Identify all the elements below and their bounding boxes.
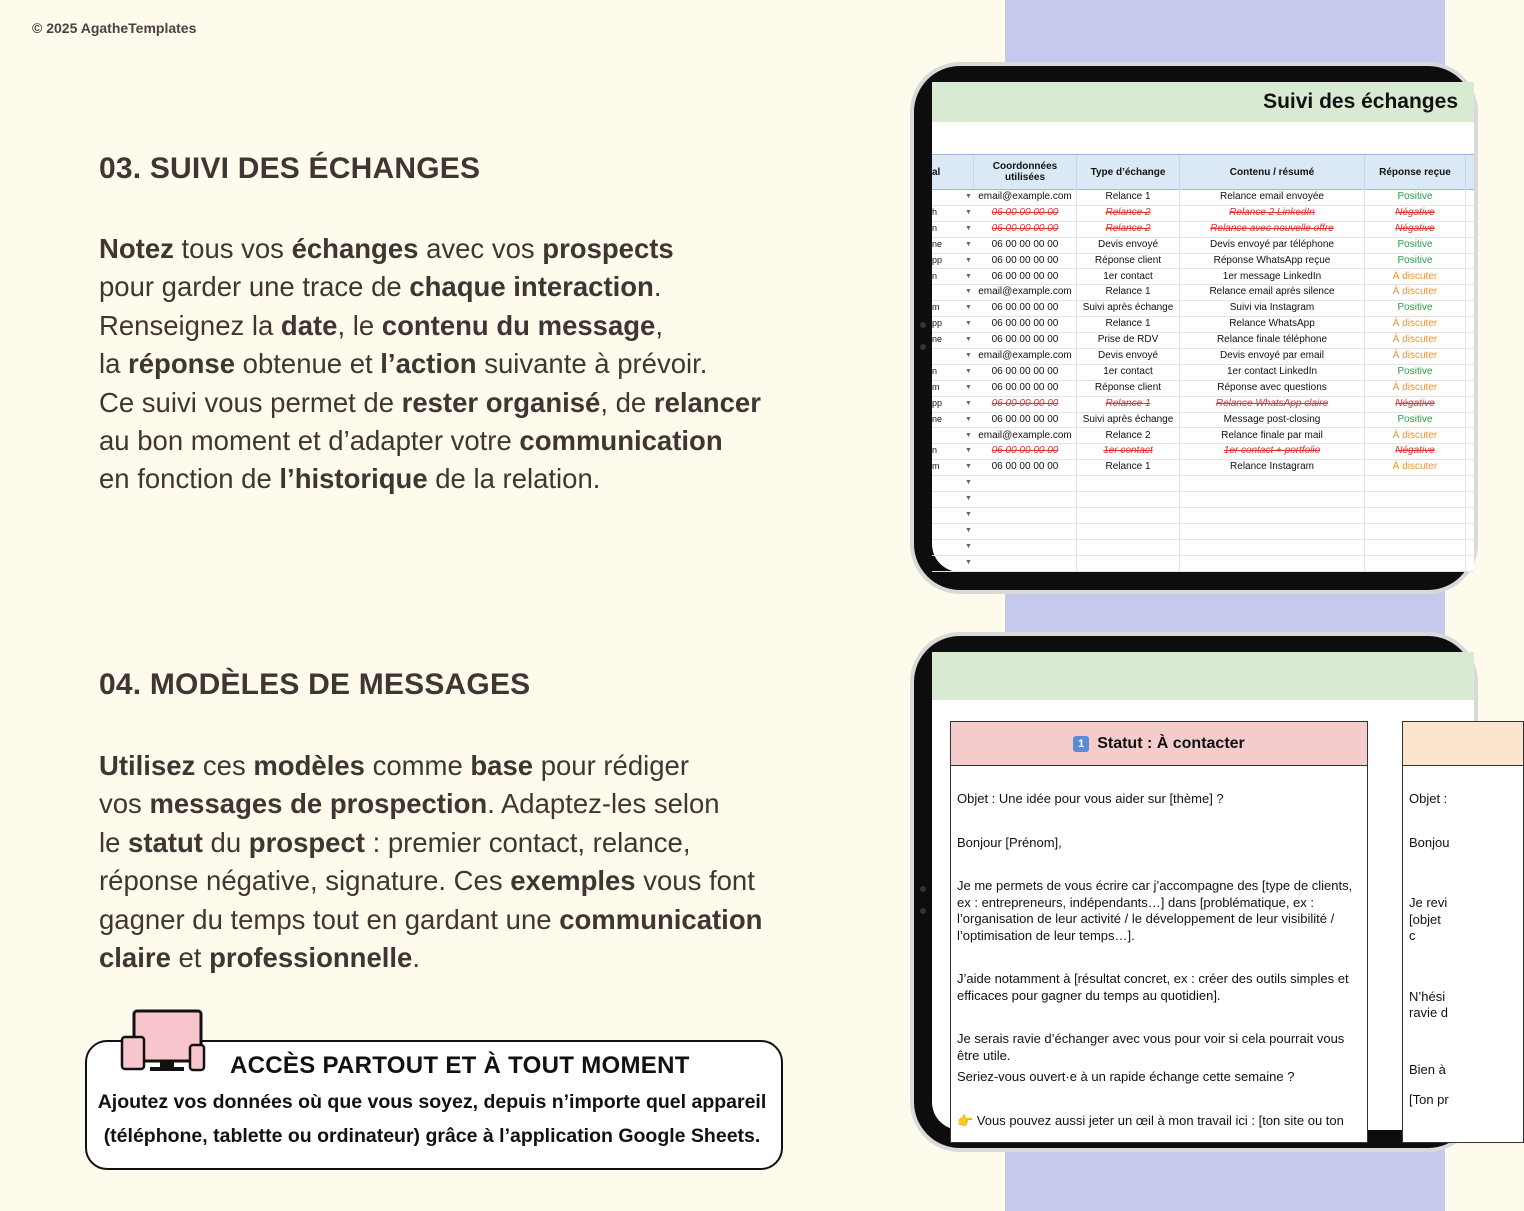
table-cell[interactable]: Suivi via Instagram: [1180, 300, 1365, 316]
tablet-sensor-icon: [920, 908, 926, 914]
message-card-partial: [1402, 721, 1524, 1143]
table-cell[interactable]: 06 00 00 00 00: [974, 237, 1077, 253]
access-line-2: (téléphone, tablette ou ordinateur) grâce à l’application Google Sheets.: [103, 1125, 761, 1147]
table-cell[interactable]: Devis envoyé: [1077, 348, 1180, 364]
table-cell[interactable]: [974, 507, 1077, 523]
dropdown-arrow-icon[interactable]: ▼: [965, 256, 972, 264]
sheet-header-row: [932, 154, 1474, 190]
message-paragraph: 👉 Vous pouvez aussi jeter un œil à mon travail ici : [ton site ou ton: [957, 1112, 1344, 1128]
table-cell[interactable]: 06 00 00 00 00: [974, 364, 1077, 380]
table-row[interactable]: [932, 348, 1474, 365]
dropdown-arrow-icon[interactable]: ▼: [965, 193, 972, 200]
table-cell[interactable]: 06 00 00 00 00: [974, 380, 1077, 396]
table-cell[interactable]: Relance Instagram: [1180, 459, 1365, 475]
table-row[interactable]: [932, 523, 1474, 540]
message-fragment: Bien à: [1409, 1061, 1446, 1077]
dropdown-arrow-icon[interactable]: ▼: [965, 383, 972, 391]
table-cell[interactable]: [974, 523, 1077, 539]
table-cell[interactable]: [974, 475, 1077, 491]
table-row[interactable]: [932, 364, 1474, 381]
table-cell[interactable]: [1180, 507, 1365, 523]
table-cell[interactable]: Réponse avec questions: [1180, 380, 1365, 396]
table-cell[interactable]: [1077, 475, 1180, 491]
table-cell[interactable]: Suivi après échange: [1077, 300, 1180, 316]
table-cell[interactable]: [1180, 475, 1365, 491]
table-cell[interactable]: 06 00 00 00 00: [974, 205, 1077, 221]
table-row[interactable]: [932, 459, 1474, 476]
message-card-partial-body: [1403, 791, 1523, 1109]
dropdown-arrow-icon[interactable]: ▼: [965, 272, 972, 280]
table-cell[interactable]: [1077, 491, 1180, 507]
table-cell[interactable]: À discuter: [1365, 284, 1466, 300]
table-cell[interactable]: Relance 1: [1077, 189, 1180, 205]
message-paragraph: J’aide notamment à [résultat concret, ex : créer des outils simples et efficaces pour gagner du temps au quotidien].: [957, 971, 1349, 1003]
message-fragment: [Ton pr: [1409, 1092, 1449, 1107]
table-cell[interactable]: Relance WhatsApp: [1180, 316, 1365, 332]
dropdown-arrow-icon[interactable]: ▼: [965, 463, 972, 471]
table-cell[interactable]: Relance 1: [1077, 284, 1180, 300]
table-cell[interactable]: Relance 1: [1077, 459, 1180, 475]
tablet-sheet: [914, 66, 1474, 590]
devices-icon: [118, 1009, 210, 1075]
table-cell[interactable]: Relance email après silence: [1180, 284, 1365, 300]
table-cell[interactable]: email@example.com: [974, 428, 1077, 444]
table-cell-channel: m: [932, 381, 940, 392]
table-cell[interactable]: [1180, 523, 1365, 539]
table-cell[interactable]: Réponse WhatsApp reçue: [1180, 253, 1365, 269]
table-cell[interactable]: [1365, 507, 1466, 523]
table-cell[interactable]: Négative: [1365, 443, 1466, 459]
table-row[interactable]: [932, 491, 1474, 508]
section-title-suivi: 03. SUIVI DES ÉCHANGES: [99, 152, 481, 185]
table-cell[interactable]: Relance 1: [1077, 316, 1180, 332]
section-paragraph-modeles: Utilisez ces modèles comme base pour rédiger vos messages de prospection. Adaptez-les selon le statut du prospect : premier contact, relance, réponse négative, signature. Ces exemples vous font gagner du temps tout en gardant une communication claire et professionnelle.: [99, 750, 763, 974]
dropdown-arrow-icon[interactable]: ▼: [965, 558, 972, 566]
table-cell[interactable]: 06 00 00 00 00: [974, 269, 1077, 285]
table-cell[interactable]: 06 00 00 00 00: [974, 459, 1077, 475]
table-cell-channel: pp: [932, 318, 943, 329]
table-cell[interactable]: email@example.com: [974, 284, 1077, 300]
table-cell-channel: ne: [932, 238, 943, 249]
table-cell[interactable]: Prise de RDV: [1077, 332, 1180, 348]
sheet-title: Suivi des échanges: [1263, 90, 1458, 113]
message-paragraph: Seriez-vous ouvert·e à un rapide échange cette semaine ?: [957, 1069, 1295, 1084]
sheet-header-cell: Contenu / résumé: [1180, 155, 1365, 189]
table-cell[interactable]: Négative: [1365, 221, 1466, 237]
table-cell[interactable]: Devis envoyé par email: [1180, 348, 1365, 364]
table-row[interactable]: [932, 443, 1474, 460]
table-cell-channel: m: [932, 461, 940, 472]
access-line-1: Ajoutez vos données où que vous soyez, depuis n’importe quel appareil: [97, 1091, 767, 1113]
table-cell[interactable]: À discuter: [1365, 428, 1466, 444]
tablet-sensor-icon: [920, 344, 926, 350]
table-cell[interactable]: Négative: [1365, 396, 1466, 412]
message-paragraph: Je serais ravie d’échanger avec vous pour voir si cela pourrait vous être utile.: [957, 1031, 1345, 1063]
table-cell-channel: ne: [932, 334, 943, 345]
table-cell[interactable]: Positive: [1365, 237, 1466, 253]
table-cell[interactable]: 06 00 00 00 00: [974, 316, 1077, 332]
table-cell[interactable]: 1er contact + portfolio: [1180, 443, 1365, 459]
sheet-title-band: [932, 82, 1474, 122]
sheet-header-cell: al: [932, 155, 974, 189]
table-cell[interactable]: Positive: [1365, 253, 1466, 269]
table-cell[interactable]: [1077, 539, 1180, 555]
dropdown-arrow-icon[interactable]: ▼: [965, 495, 972, 503]
dropdown-arrow-icon[interactable]: ▼: [965, 399, 972, 407]
message-paragraph: Bonjour [Prénom],: [957, 834, 1062, 850]
message-card-title: Statut : À contacter: [1097, 734, 1245, 752]
dropdown-arrow-icon[interactable]: ▼: [965, 208, 972, 216]
table-cell[interactable]: Relance avec nouvelle offre: [1180, 221, 1365, 237]
table-cell[interactable]: [1365, 475, 1466, 491]
table-cell[interactable]: [1365, 539, 1466, 555]
table-row[interactable]: [932, 412, 1474, 429]
dropdown-arrow-icon[interactable]: ▼: [965, 320, 972, 328]
table-row[interactable]: [932, 300, 1474, 317]
table-cell[interactable]: Réponse client: [1077, 380, 1180, 396]
table-cell[interactable]: Relance finale par mail: [1180, 428, 1365, 444]
table-cell[interactable]: [1180, 555, 1365, 571]
table-cell[interactable]: 06 00 00 00 00: [974, 253, 1077, 269]
table-cell[interactable]: Devis envoyé par téléphone: [1180, 237, 1365, 253]
table-row[interactable]: [932, 189, 1474, 206]
table-cell[interactable]: Positive: [1365, 300, 1466, 316]
table-cell[interactable]: 1er contact: [1077, 269, 1180, 285]
table-cell[interactable]: Positive: [1365, 189, 1466, 205]
message-fragment: N’hési ravie d: [1409, 988, 1449, 1020]
table-row[interactable]: [932, 253, 1474, 270]
table-cell[interactable]: Relance finale téléphone: [1180, 332, 1365, 348]
table-row[interactable]: [932, 332, 1474, 349]
table-cell[interactable]: À discuter: [1365, 269, 1466, 285]
table-cell[interactable]: 06 00 00 00 00: [974, 412, 1077, 428]
table-cell[interactable]: 1er contact LinkedIn: [1180, 364, 1365, 380]
table-cell-channel: n: [932, 270, 938, 281]
table-cell[interactable]: 06 00 00 00 00: [974, 221, 1077, 237]
dropdown-arrow-icon[interactable]: ▼: [965, 352, 972, 359]
dropdown-arrow-icon[interactable]: ▼: [965, 479, 972, 487]
table-cell-channel: pp: [932, 254, 943, 265]
table-cell-channel: h: [932, 206, 938, 217]
dropdown-arrow-icon[interactable]: ▼: [965, 240, 972, 248]
message-card-body: [951, 791, 1367, 1129]
message-fragment: Bonjou: [1409, 834, 1450, 850]
table-cell[interactable]: [1077, 555, 1180, 571]
table-row[interactable]: [932, 205, 1474, 222]
table-cell[interactable]: 06 00 00 00 00: [974, 332, 1077, 348]
dropdown-arrow-icon[interactable]: ▼: [965, 336, 972, 344]
access-text: [88, 1085, 776, 1153]
table-cell[interactable]: Réponse client: [1077, 253, 1180, 269]
table-row[interactable]: [932, 539, 1474, 556]
table-row[interactable]: [932, 221, 1474, 238]
dropdown-arrow-icon[interactable]: ▼: [965, 526, 972, 534]
table-cell[interactable]: Suivi après échange: [1077, 412, 1180, 428]
table-row[interactable]: [932, 428, 1474, 445]
table-cell[interactable]: Relance 2: [1077, 428, 1180, 444]
table-cell[interactable]: À discuter: [1365, 332, 1466, 348]
table-cell[interactable]: À discuter: [1365, 316, 1466, 332]
table-row[interactable]: [932, 507, 1474, 524]
table-cell[interactable]: Relance 2 LinkedIn: [1180, 205, 1365, 221]
table-cell[interactable]: Négative: [1365, 205, 1466, 221]
table-cell[interactable]: Devis envoyé: [1077, 237, 1180, 253]
table-cell[interactable]: [1365, 555, 1466, 571]
table-cell[interactable]: Relance 2: [1077, 221, 1180, 237]
table-cell[interactable]: [974, 555, 1077, 571]
table-row[interactable]: [932, 269, 1474, 286]
table-cell[interactable]: À discuter: [1365, 380, 1466, 396]
table-cell[interactable]: Positive: [1365, 412, 1466, 428]
table-cell[interactable]: [1365, 523, 1466, 539]
section-title-modeles: 04. MODÈLES DE MESSAGES: [99, 668, 531, 701]
tablet-messages: [914, 636, 1474, 1148]
sheet-screen: [932, 82, 1474, 572]
table-cell-channel: n: [932, 365, 938, 376]
sheet-header-cell: Réponse reçue: [1365, 155, 1466, 189]
table-cell[interactable]: email@example.com: [974, 189, 1077, 205]
table-cell[interactable]: Relance 2: [1077, 205, 1180, 221]
sheet-header-cell: Type d’échange: [1077, 155, 1180, 189]
dropdown-arrow-icon[interactable]: ▼: [965, 431, 972, 439]
tablet-camera-icon: [920, 322, 926, 328]
messages-title-band: [932, 652, 1474, 700]
table-cell-channel: n: [932, 445, 938, 456]
access-title: ACCÈS PARTOUT ET À TOUT MOMENT: [230, 1052, 690, 1079]
table-cell[interactable]: 06 00 00 00 00: [974, 443, 1077, 459]
copyright: © 2025 AgatheTemplates: [32, 20, 197, 36]
dropdown-arrow-icon[interactable]: ▼: [965, 304, 972, 312]
table-cell[interactable]: [1365, 491, 1466, 507]
table-cell[interactable]: [1180, 491, 1365, 507]
table-cell[interactable]: À discuter: [1365, 348, 1466, 364]
tablet-camera-icon: [920, 886, 926, 892]
dropdown-arrow-icon[interactable]: ▼: [965, 447, 972, 455]
message-card-a-contacter: [950, 721, 1368, 1143]
dropdown-arrow-icon[interactable]: ▼: [965, 224, 972, 232]
table-cell[interactable]: Relance email envoyée: [1180, 189, 1365, 205]
message-paragraph: Je me permets de vous écrire car j’accompagne des [type de clients, ex : entrepreneurs, indépendants…] dans [problématique, ex : l’organisation de leur activité / le développement de leur visibilité / l’optimisation de leur temps…].: [957, 878, 1353, 943]
dropdown-arrow-icon[interactable]: ▼: [965, 511, 972, 518]
table-cell[interactable]: [1180, 539, 1365, 555]
table-cell[interactable]: Message post-closing: [1180, 412, 1365, 428]
table-cell[interactable]: [974, 539, 1077, 555]
table-cell[interactable]: 1er message LinkedIn: [1180, 269, 1365, 285]
message-card-header: [951, 722, 1367, 766]
message-card-partial-header: [1403, 722, 1523, 766]
table-cell-channel: pp: [932, 397, 943, 408]
table-cell[interactable]: email@example.com: [974, 348, 1077, 364]
table-cell[interactable]: [1077, 523, 1180, 539]
table-cell[interactable]: [974, 491, 1077, 507]
messages-screen: [932, 652, 1474, 1130]
dropdown-arrow-icon[interactable]: ▼: [965, 415, 972, 423]
table-cell[interactable]: Relance WhatsApp claire: [1180, 396, 1365, 412]
table-cell[interactable]: 06 00 00 00 00: [974, 300, 1077, 316]
table-cell-channel: m: [932, 302, 940, 313]
table-cell[interactable]: À discuter: [1365, 459, 1466, 475]
message-paragraph: Objet : Une idée pour vous aider sur [thème] ?: [957, 791, 1224, 806]
table-row[interactable]: [932, 380, 1474, 397]
table-cell-channel: n: [932, 222, 938, 233]
table-row[interactable]: [932, 316, 1474, 333]
table-row[interactable]: [932, 475, 1474, 492]
table-cell[interactable]: 1er contact: [1077, 443, 1180, 459]
dropdown-arrow-icon[interactable]: ▼: [965, 367, 972, 375]
dropdown-arrow-icon[interactable]: ▼: [965, 542, 972, 550]
table-row[interactable]: [932, 237, 1474, 254]
section-paragraph-suivi: Notez tous vos échanges avec vos prospects pour garder une trace de chaque interaction. Renseignez la date, le contenu du message, la réponse obtenue et l’action suivante à prévoir. Ce suivi vous permet de rester organisé, de relancer au bon moment et d’adapter votre communication en fonction de l’historique de la relation.: [99, 233, 761, 495]
sheet-header-cell: Coordonnées utilisées: [974, 155, 1077, 189]
table-cell[interactable]: Positive: [1365, 364, 1466, 380]
table-cell[interactable]: Relance 1: [1077, 396, 1180, 412]
table-cell[interactable]: 06 00 00 00 00: [974, 396, 1077, 412]
message-fragment: Je revi [objet c: [1409, 895, 1448, 943]
table-cell[interactable]: [1077, 507, 1180, 523]
table-cell-channel: ne: [932, 413, 943, 424]
table-row[interactable]: [932, 555, 1474, 572]
message-fragment: Objet :: [1409, 791, 1448, 806]
table-row[interactable]: [932, 284, 1474, 301]
table-cell[interactable]: 1er contact: [1077, 364, 1180, 380]
table-row[interactable]: [932, 396, 1474, 413]
dropdown-arrow-icon[interactable]: ▼: [965, 288, 972, 296]
number-one-icon: 1: [1073, 736, 1089, 752]
